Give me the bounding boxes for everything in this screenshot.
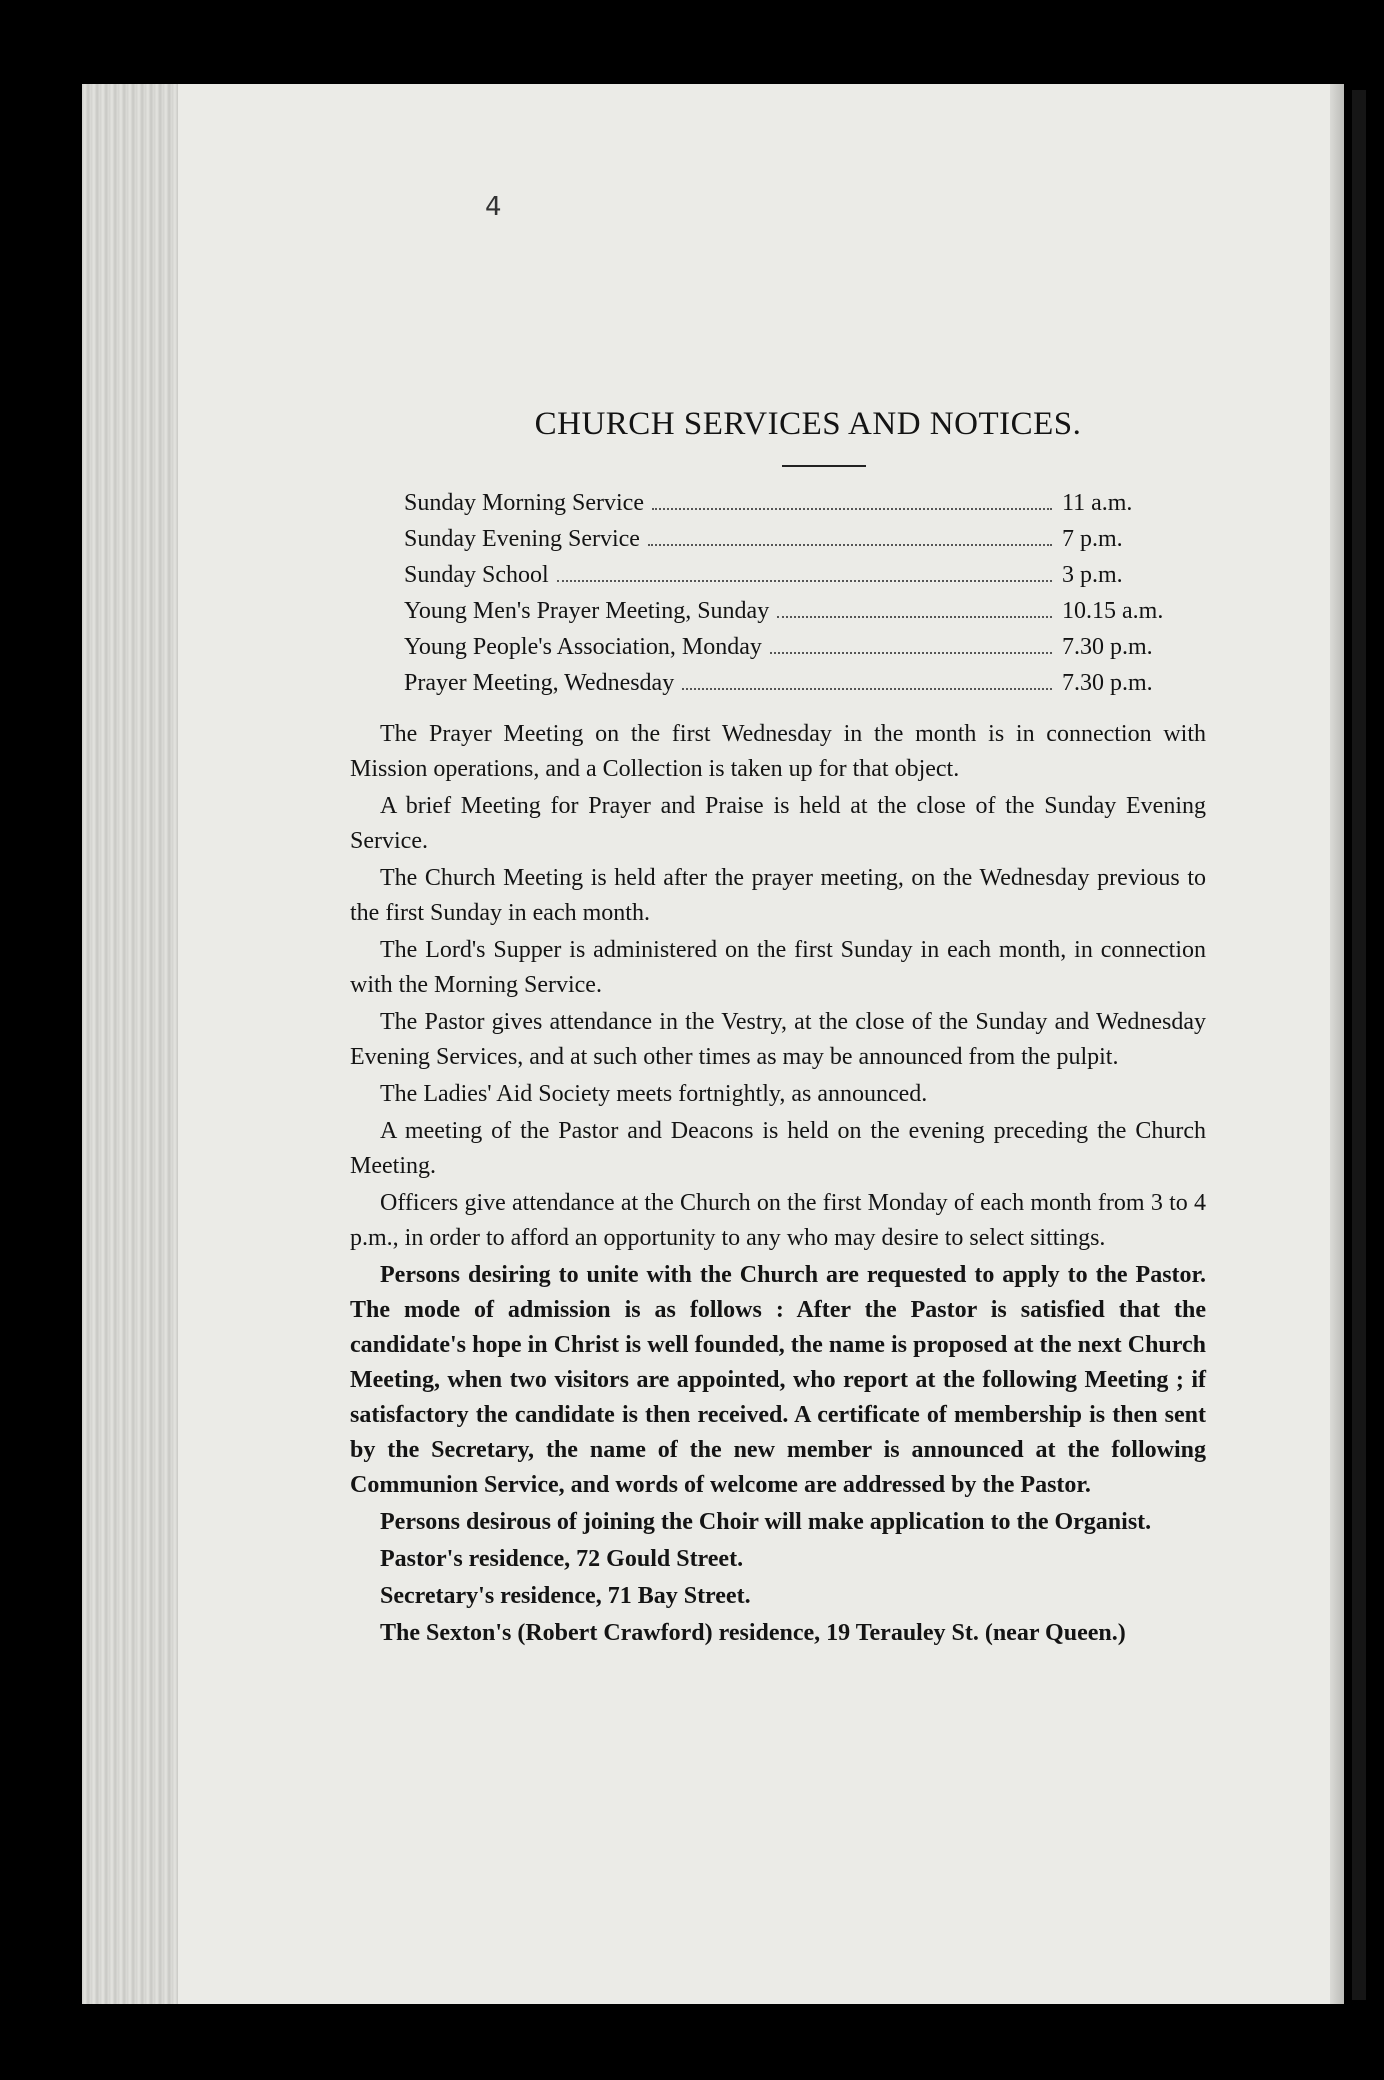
page-title: CHURCH SERVICES AND NOTICES. — [534, 406, 1082, 442]
notice-paragraph: The Pastor gives attendance in the Vestry, at the close of the Sunday and Wednesday Evening Services, and at such other times as may be announced from the pulpit. — [350, 1009, 1206, 1070]
page-right-shadow — [1330, 84, 1344, 2004]
notice-paragraph: The Church Meeting is held after the prayer meeting, on the Wednesday previous to the first Sunday in each month. — [350, 865, 1206, 926]
schedule-row — [404, 557, 1174, 593]
schedule-row — [404, 485, 1174, 521]
title-rule — [782, 465, 866, 467]
leader-dots — [557, 580, 1052, 582]
service-schedule — [404, 485, 1174, 701]
notice-paragraph: Pastor's residence, 72 Gould Street. — [380, 1546, 744, 1572]
leader-dots — [648, 544, 1052, 546]
schedule-time: 7.30 p.m. — [1062, 670, 1153, 696]
schedule-row — [404, 665, 1174, 701]
notice-paragraph: A meeting of the Pastor and Deacons is held on the evening preceding the Church Meeting. — [350, 1118, 1206, 1179]
schedule-label: Prayer Meeting, Wednesday — [404, 670, 675, 696]
notice-paragraph: A brief Meeting for Prayer and Praise is held at the close of the Sunday Evening Service. — [350, 793, 1206, 854]
schedule-time: 3 p.m. — [1062, 562, 1123, 588]
leader-dots — [770, 652, 1052, 654]
schedule-label: Sunday School — [404, 562, 549, 588]
notice-paragraph: Persons desirous of joining the Choir will make application to the Organist. — [380, 1509, 1152, 1535]
page-edge-shading — [82, 84, 178, 2004]
leader-dots — [777, 616, 1052, 618]
leader-dots — [652, 508, 1052, 510]
notice-paragraph: Officers give attendance at the Church on the first Monday of each month from 3 to 4 p.m., in order to afford an opportunity to any who may desire to select sittings. — [350, 1190, 1206, 1251]
schedule-row — [404, 629, 1174, 665]
schedule-row — [404, 521, 1174, 557]
schedule-label: Young People's Association, Monday — [404, 634, 762, 660]
schedule-time: 10.15 a.m. — [1062, 598, 1164, 624]
schedule-label: Young Men's Prayer Meeting, Sunday — [404, 598, 770, 624]
schedule-label: Sunday Morning Service — [404, 490, 644, 516]
schedule-time: 11 a.m. — [1062, 490, 1133, 516]
notice-paragraph: The Prayer Meeting on the first Wednesday in the month is in connection with Mission operations, and a Collection is taken up for that object. — [350, 721, 1206, 782]
schedule-time: 7 p.m. — [1062, 526, 1123, 552]
page-number-mark: 4 — [485, 192, 502, 222]
notice-paragraph: The Lord's Supper is administered on the first Sunday in each month, in connection with the Morning Service. — [350, 937, 1206, 998]
leader-dots — [682, 688, 1052, 690]
page-content — [350, 406, 1206, 1653]
schedule-label: Sunday Evening Service — [404, 526, 640, 552]
schedule-time: 7.30 p.m. — [1062, 634, 1153, 660]
notice-paragraph: The Sexton's (Robert Crawford) residence, 19 Terauley St. (near Queen.) — [380, 1620, 1126, 1646]
binding-strip — [1352, 90, 1366, 2000]
notice-paragraph: The Ladies' Aid Society meets fortnightly, as announced. — [380, 1081, 928, 1107]
schedule-row — [404, 593, 1174, 629]
notice-paragraph: Secretary's residence, 71 Bay Street. — [380, 1583, 751, 1609]
notice-paragraph: Persons desiring to unite with the Church are requested to apply to the Pastor. The mode of admission is as follows : After the Pastor is satisfied that the candidate's hope in Christ is well founded, the name is proposed at the next Church Meeting, when two visitors are appointed, who report at the following Meeting ; if satisfactory the candidate is then received. A certificate of membership is then sent by the Secretary, the name of the new member is announced at the following Communion Service, and words of welcome are addressed by the Pastor. — [350, 1262, 1206, 1498]
